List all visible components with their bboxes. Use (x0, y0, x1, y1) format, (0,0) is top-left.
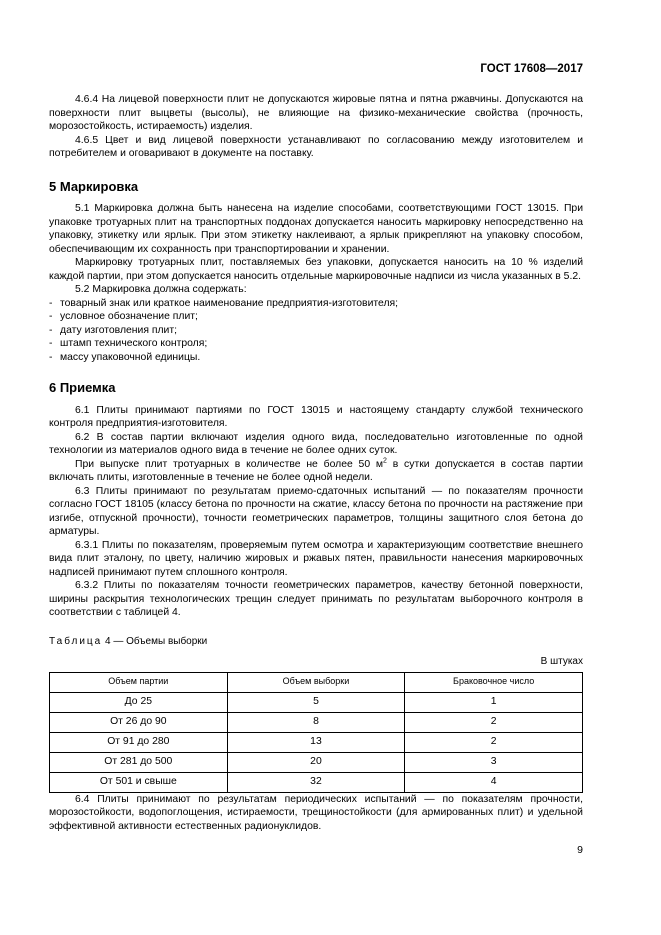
list-item: - условное обозначение плит; (49, 310, 583, 324)
list-item: - массу упаковочной единицы. (49, 351, 583, 365)
table-cell: 13 (227, 732, 405, 752)
paragraph-4-6-5: 4.6.5 Цвет и вид лицевой поверхности устанавливают по согласованию между изготовителем и потребителем и оговаривают в документе на поставку. (49, 134, 583, 159)
table-cell: 2 (405, 712, 583, 732)
table-row (50, 712, 583, 732)
marking-list (49, 297, 583, 365)
paragraph-6-3: 6.3 Плиты принимают по результатам приемо-сдаточных испытаний — по показателям прочности согласно ГОСТ 18105 (классу бетона по прочности на сжатие, классу бетона по прочности на растяжение при изгибе, отпускной прочности), точности геометрических параметров, толщины защитного слоя бетона до арматуры. (49, 485, 583, 537)
section-5-title: 5 Маркировка (49, 178, 139, 194)
table-cell: От 281 до 500 (50, 752, 228, 772)
list-item: - штамп технического контроля; (49, 337, 583, 351)
paragraph-6-2-b-pre: При выпуске плит тротуарных в количестве не более 50 м (75, 458, 384, 470)
table-caption-rest: 4 — Объемы выборки (102, 635, 208, 647)
paragraph-6-2-b (49, 458, 583, 485)
table-row (50, 692, 583, 712)
document-header: ГОСТ 17608—2017 (480, 63, 583, 75)
table-caption-word: Таблица (49, 635, 103, 647)
paragraph-5-1-b: Маркировку тротуарных плит, поставляемых без упаковки, допускается наносить на 10 % изделий каждой партии, при этом допускается наносить отдельные маркировочные надписи из числа указанных в 5.2. (49, 257, 583, 282)
paragraph-4-6-4: 4.6.4 На лицевой поверхности плит не допускаются жировые пятна и пятна ржавчины. Допускаются на поверхности плит выцветы (высолы), не влияющие на физико-механические свойства (прочность, морозостойкость, истираемость) изделия. (49, 94, 583, 132)
table-cell: 3 (405, 752, 583, 772)
paragraph-6-4: 6.4 Плиты принимают по результатам периодических испытаний — по показателям прочности, морозостойкости, водопоглощения, истираемости, трещиностойкости (для армированных плит) и удельной эффективной активности естественных радионуклидов. (49, 793, 583, 832)
paragraph-6-2-b-post: в сутки допускается в состав партии включать плиты, изготовленные в течение не более одной недели. (49, 458, 583, 483)
sample-size-table (49, 672, 583, 793)
column-header-sample-size: Объем выборки (227, 672, 405, 692)
paragraph-5-2: 5.2 Маркировка должна содержать: (75, 284, 247, 295)
table-cell: 8 (227, 712, 405, 732)
table-cell: 20 (227, 752, 405, 772)
page-number: 9 (577, 844, 583, 856)
table-cell: 5 (227, 692, 405, 712)
column-header-rejection-number: Браковочное число (405, 672, 583, 692)
paragraph-6-1: 6.1 Плиты принимают партиями по ГОСТ 13015 и настоящему стандарту службой технического контроля предприятия-изготовителя. (49, 404, 583, 429)
table-cell: От 91 до 280 (50, 732, 228, 752)
table-cell: 2 (405, 732, 583, 752)
section-6-title: 6 Приемка (49, 380, 116, 395)
table-cell: 4 (405, 772, 583, 792)
paragraph-6-3-1: 6.3.1 Плиты по показателям, проверяемым путем осмотра и характеризующим соответствие внешнего вида плит эталону, по цвету, наличию жировых и ржавых пятен, правильности нанесения маркировочных надписей принимают путем сплошного контроля. (49, 539, 583, 578)
table-cell: 32 (227, 772, 405, 792)
list-item: - товарный знак или краткое наименование предприятия-изготовителя; (49, 297, 583, 311)
page-content (49, 93, 583, 833)
table-unit: В штуках (540, 656, 583, 667)
list-item: - дату изготовления плит; (49, 324, 583, 338)
table-cell: До 25 (50, 692, 228, 712)
table-row (50, 772, 583, 792)
paragraph-5-1: 5.1 Маркировка должна быть нанесена на изделие способами, соответствующими ГОСТ 13015. При упаковке тротуарных плит на транспортных поддонах допускается наносить маркировку непосредственно на упаковку, этикетку или ярлык. При этом этикетку наклеивают, а ярлык прикрепляют на упаковку способом, обеспечивающим их сохранность при транспортировании и хранении. (49, 203, 583, 255)
table-caption (49, 635, 583, 649)
column-header-lot-size: Объем партии (50, 672, 228, 692)
table-cell: От 26 до 90 (50, 712, 228, 732)
table-row (50, 732, 583, 752)
paragraph-6-2: 6.2 В состав партии включают изделия одного вида, последовательно изготовленные по одной технологии из материалов одного вида в течение не более одних суток. (49, 431, 583, 456)
superscript-2: 2 (383, 457, 387, 465)
paragraph-6-3-2: 6.3.2 Плиты по показателям точности геометрических параметров, качеству бетонной поверхности, ширины раскрытия технологических трещин следует принимать по результатам выборочного контроля в соответствии с таблицей 4. (49, 580, 583, 618)
table-cell: 1 (405, 692, 583, 712)
table-cell: От 501 и свыше (50, 772, 228, 792)
table-header-row (50, 672, 583, 692)
table-row (50, 752, 583, 772)
